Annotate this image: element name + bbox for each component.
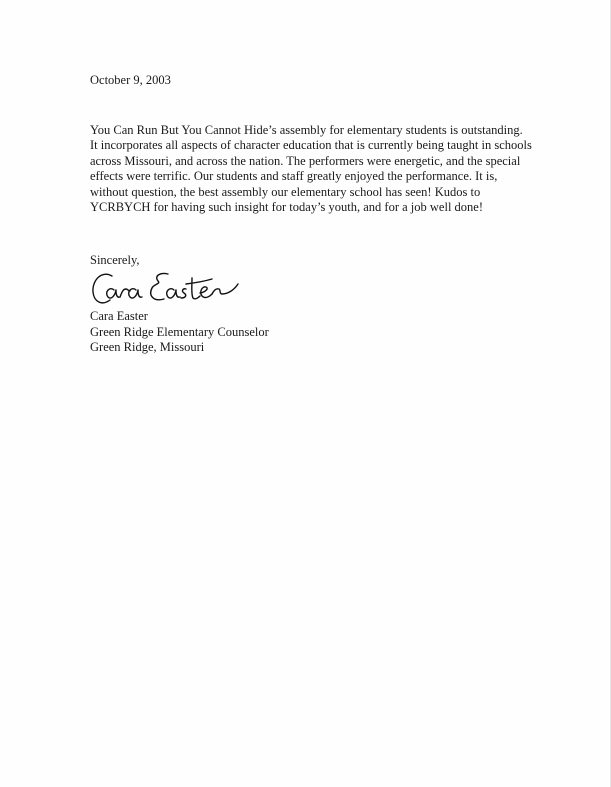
signature-block xyxy=(90,309,269,356)
body-line: without question, the best assembly our elementary school has seen! Kudos to xyxy=(90,184,481,199)
handwritten-signature xyxy=(88,266,243,308)
signer-name: Cara Easter xyxy=(90,309,148,323)
body-line: YCRBYCH for having such insight for today’s youth, and for a job well done! xyxy=(90,200,484,215)
signer-title: Green Ridge Elementary Counselor xyxy=(90,324,269,339)
body-line: effects were terrific. Our students and staff greatly enjoyed the performance. It is, xyxy=(90,169,498,184)
letter-date: October 9, 2003 xyxy=(90,73,171,87)
letter-body xyxy=(90,123,530,215)
body-line: across Missouri, and across the nation. The performers were energetic, and the special xyxy=(90,153,521,168)
signer-location: Green Ridge, Missouri xyxy=(90,340,205,354)
body-line: It incorporates all aspects of character education that is currently being taught in schools xyxy=(90,138,532,153)
letter-closing: Sincerely, xyxy=(90,253,140,267)
body-line: You Can Run But You Cannot Hide’s assembly for elementary students is outstanding. xyxy=(90,123,523,137)
